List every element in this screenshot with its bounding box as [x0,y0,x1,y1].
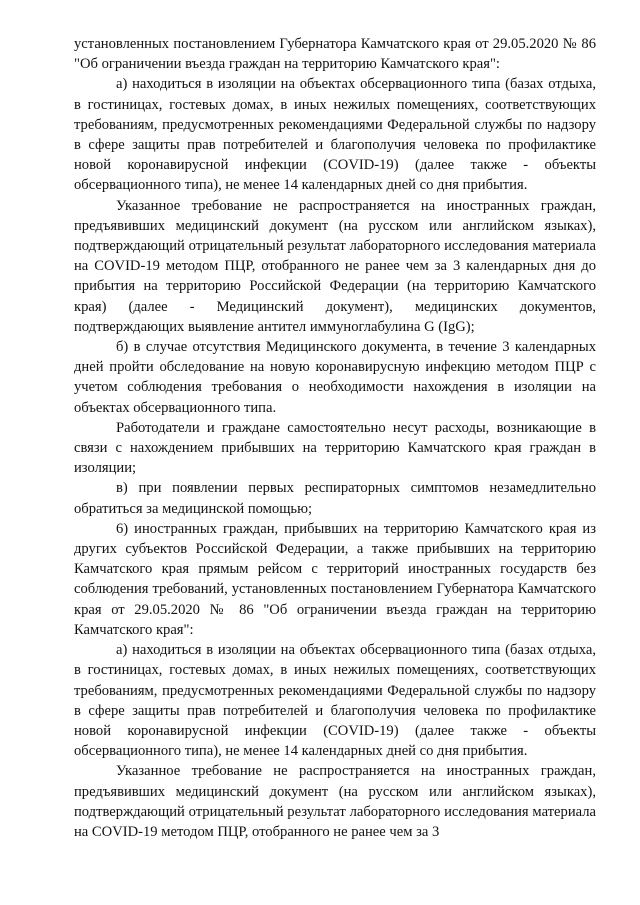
paragraph-continuation: установленных постановлением Губернатора Камчатского края от 29.05.2020 № 86 "Об ограничении въезда граждан на территорию Камчатского края": [74,36,596,73]
paragraph-item-v-symptoms: в) при появлении первых респираторных симптомов незамедлительно обратиться за медицинской помощью; [74,480,596,517]
paragraph-expenses: Работодатели и граждане самостоятельно несут расходы, возникающие в связи с нахождением прибывших на территорию Камчатского края граждан в изоляции; [74,419,596,477]
paragraph-item-6-foreign-citizens: 6) иностранных граждан, прибывших на территорию Камчатского края из других субъектов Российской Федерации, а также прибывших на территорию Камчатского края прямым рейсом с территорий иностранных государств без соблюдения требований, установленных постановлением Губернатора Камчатского края от 29.05.2020 № 86 "Об ограничении въезда граждан на территорию Камчатского края": [74,520,596,638]
paragraph-exemption: Указанное требование не распространяется на иностранных граждан, предъявивших медицинский документ (на русском или английском языках), подтверждающий отрицательный результат лабораторного исследования материала на COVID-19 методом ПЦР, отобранного не ранее чем за 3 календарных дня до прибытия на территорию Российской Федерации (на территорию Камчатского края) (далее - Медицинский документ), медицинских документов, подтверждающих выявление антител иммуноглабулина G (IgG); [74,197,596,335]
paragraph-item-a-isolation: а) находиться в изоляции на объектах обсервационного типа (базах отдыха, в гостиницах, гостевых домах, в иных нежилых помещениях, соответствующих требованиям, предусмотренных рекомендациями Федеральной службы по надзору в сфере защиты прав потребителей и благополучия человека по профилактике новой коронавирусной инфекции (COVID-19) (далее также - объекты обсервационного типа), не менее 14 календарных дней со дня прибытия. [74,76,596,194]
document-page [74,34,596,842]
paragraph-exemption-repeat: Указанное требование не распространяется на иностранных граждан, предъявивших медицинский документ (на русском или английском языках), подтверждающий отрицательный результат лабораторного исследования материала на COVID-19 методом ПЦР, отобранного не ранее чем за 3 [74,763,596,840]
paragraph-item-b-testing: б) в случае отсутствия Медицинского документа, в течение 3 календарных дней пройти обследование на новую коронавирусную инфекцию методом ПЦР с учетом соблюдения требования о необходимости нахождения в изоляции на объектах обсервационного типа. [74,339,596,416]
paragraph-item-a-isolation-repeat: а) находиться в изоляции на объектах обсервационного типа (базах отдыха, в гостиницах, гостевых домах, в иных нежилых помещениях, соответствующих требованиям, предусмотренных рекомендациями Федеральной службы по надзору в сфере защиты прав потребителей и благополучия человека по профилактике новой коронавирусной инфекции (COVID-19) (далее также - объекты обсервационного типа), не менее 14 календарных дней со дня прибытия. [74,642,596,760]
